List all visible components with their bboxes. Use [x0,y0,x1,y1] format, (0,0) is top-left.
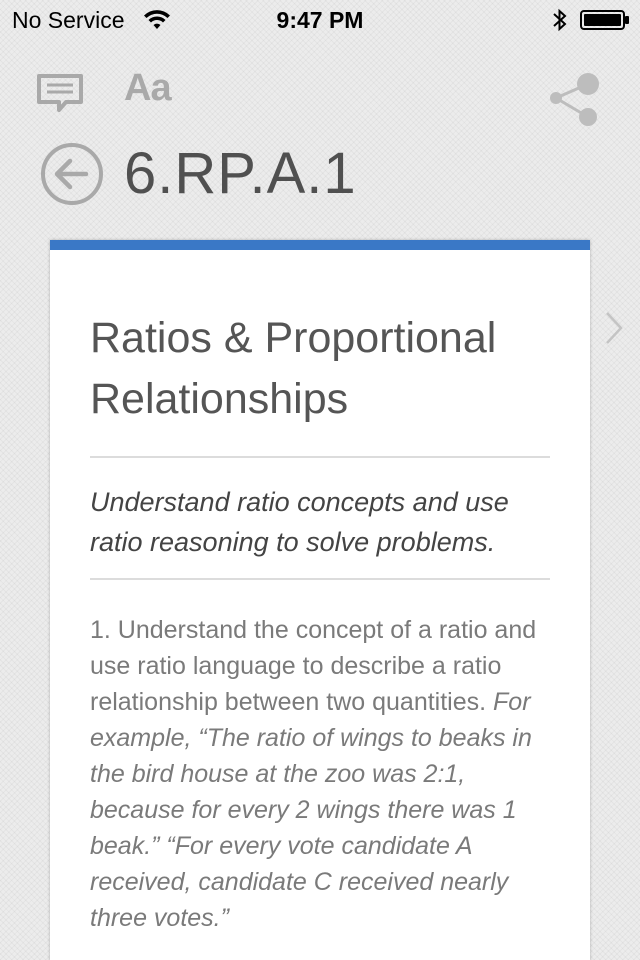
standard-card [50,240,590,960]
battery-icon [580,10,630,30]
toolbar [0,64,640,124]
standard-example: For example, “The ratio of wings to beaks in the bird house at the zoo was 2:1, because for every 2 wings there was 1 beak.” “For every vote candidate A received, candidate C received nearly three votes.” [90,688,532,932]
divider [90,456,550,458]
bluetooth-icon [552,7,568,33]
back-arrow-icon[interactable] [40,142,104,206]
card-title: Ratios & Proportional Relationships [90,314,497,423]
page-title: 6.RP.A.1 [124,141,357,206]
carrier-label: No Service [12,7,125,33]
divider [90,578,550,580]
card-body [90,612,560,936]
card-subtitle: Understand ratio concepts and use ratio reasoning to solve problems. [90,487,509,557]
share-icon[interactable] [546,72,602,128]
standard-text: 1. Understand the concept of a ratio and use ratio language to describe a ratio relationship between two quantities. [90,616,537,716]
status-bar [0,0,640,40]
clock: 9:47 PM [276,7,364,33]
font-size-button[interactable]: Aa [124,67,171,109]
comment-icon[interactable] [36,72,84,118]
chevron-right-icon[interactable] [604,310,624,346]
